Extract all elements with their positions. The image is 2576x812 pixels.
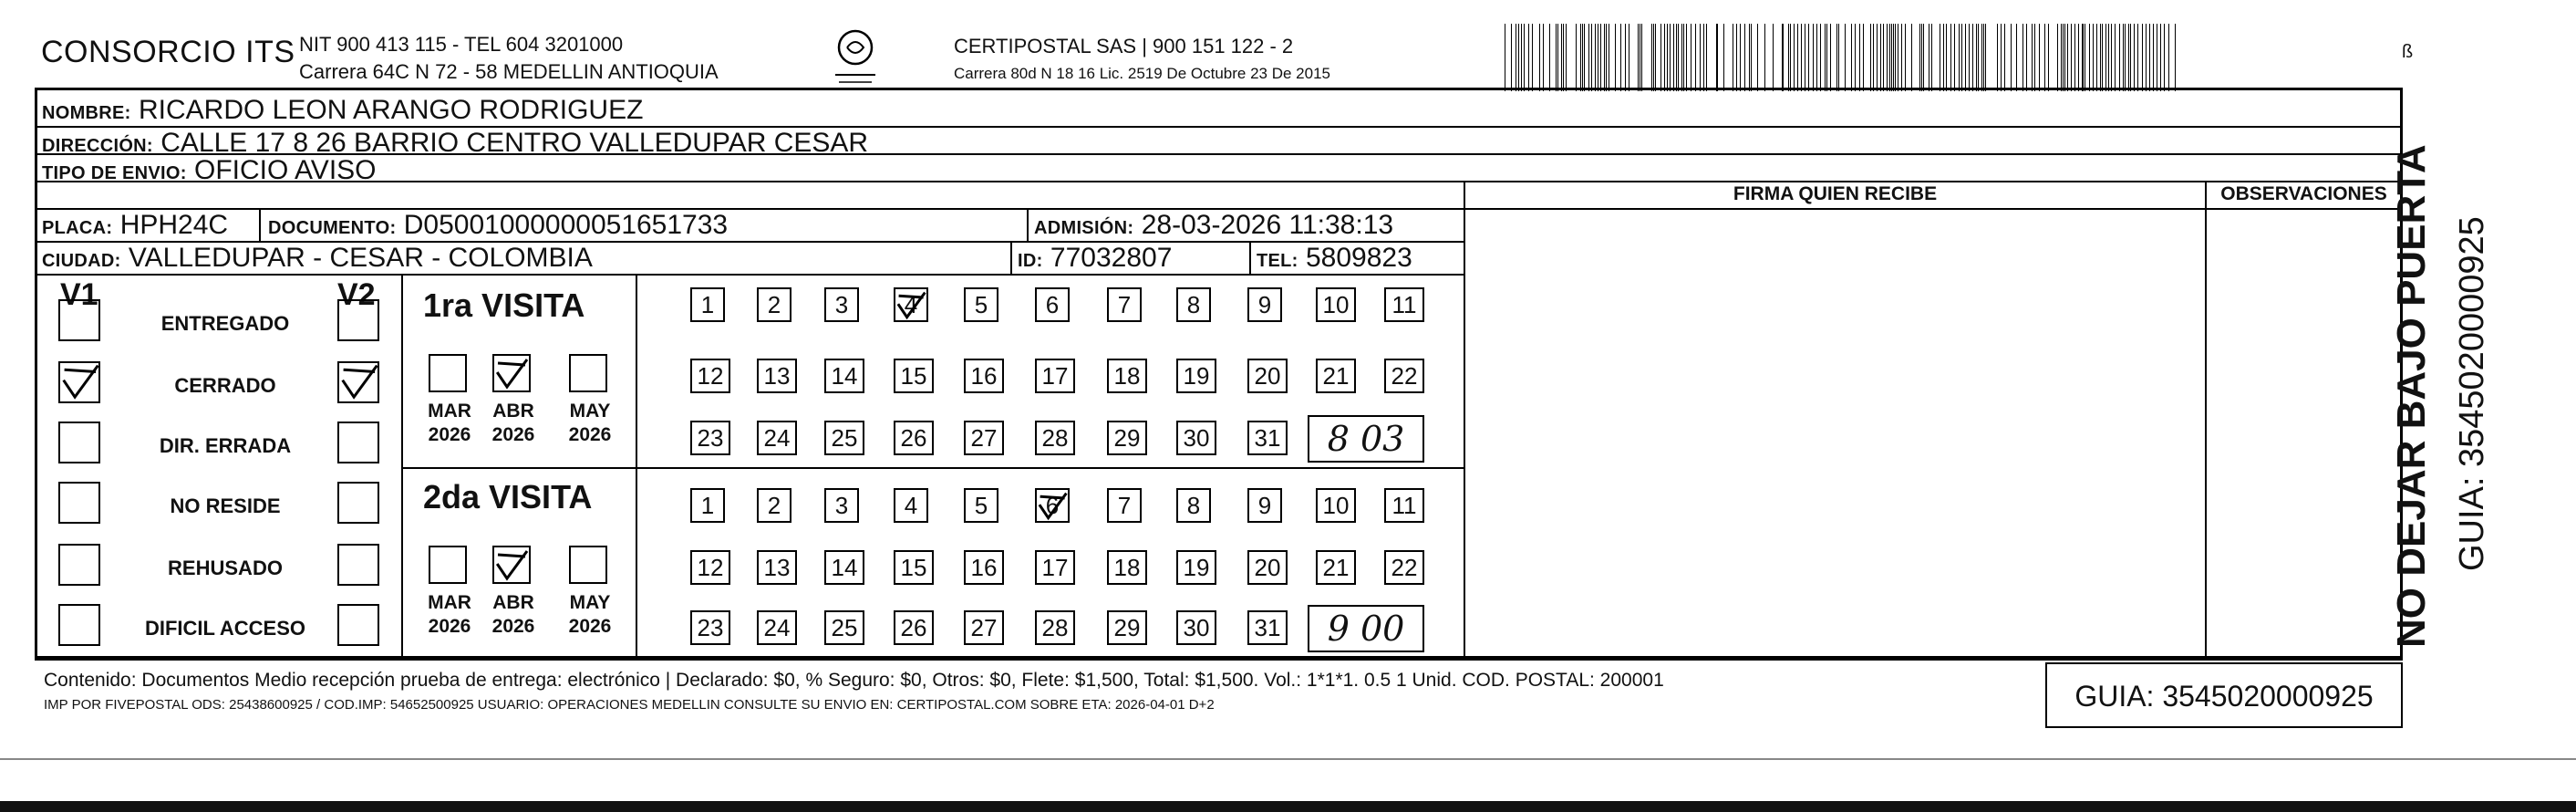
- footer-imp: IMP POR FIVEPOSTAL ODS: 25438600925 / COD.IMP: 54652500925 USUARIO: OPERACIONES MEDELLIN CONSULTE SU ENVIO EN: CERTIPOSTAL.COM SOBRE ETA: 2026-04-01 D+2: [44, 697, 1215, 713]
- visit2-day-box[interactable]: 26: [894, 610, 934, 645]
- status-label: DIFICIL ACCESO: [144, 617, 305, 640]
- documento-label: DOCUMENTO:: [268, 218, 397, 238]
- visit1-day-box[interactable]: 15: [894, 359, 934, 393]
- visit2-day-box[interactable]: 9: [1247, 488, 1282, 523]
- handwritten-check-icon: [60, 361, 102, 403]
- month-name: ABR: [492, 592, 534, 613]
- visit1-time-box[interactable]: 8 03: [1308, 415, 1424, 463]
- visit1-day-box[interactable]: 20: [1247, 359, 1288, 393]
- visit2-day-box[interactable]: 16: [964, 550, 1004, 585]
- month-name: MAY: [569, 401, 611, 422]
- tipo-row: [42, 157, 377, 184]
- visit2-day-box[interactable]: 18: [1107, 550, 1147, 585]
- v2-checkbox[interactable]: [337, 482, 379, 524]
- visit2-day-box[interactable]: 14: [824, 550, 864, 585]
- visit2-day-box[interactable]: 29: [1107, 610, 1147, 645]
- visit1-month-label: [564, 400, 616, 447]
- visit1-day-box[interactable]: 8: [1176, 287, 1211, 322]
- month-year: 2026: [491, 424, 535, 445]
- visit2-day-box[interactable]: 24: [757, 610, 797, 645]
- visit1-day-box[interactable]: 25: [824, 421, 864, 455]
- visit2-day-box[interactable]: 3: [824, 488, 859, 523]
- visit1-month-checkbox[interactable]: [429, 354, 467, 392]
- handwritten-check-icon: [494, 356, 531, 392]
- visit2-day-box[interactable]: 12: [690, 550, 730, 585]
- visit2-day-box[interactable]: 19: [1176, 550, 1216, 585]
- visit1-day-box[interactable]: 27: [964, 421, 1004, 455]
- visit2-day-box[interactable]: 20: [1247, 550, 1288, 585]
- visit2-day-box[interactable]: 22: [1384, 550, 1424, 585]
- visit1-day-box[interactable]: 17: [1035, 359, 1075, 393]
- month-year: 2026: [568, 424, 612, 445]
- footer-content: Contenido: Documentos Medio recepción prueba de entrega: electrónico | Declarado: $0, % Seguro: $0, Otros: $0, Flete: $1,500, Total: $1,500. Vol.: 1*1*1. 0.5 1 Unid. COD. POSTAL: 200001: [44, 670, 1664, 691]
- visit1-day-box[interactable]: 12: [690, 359, 730, 393]
- side-warning: NO DEJAR BAJO PUERTA: [2389, 144, 2434, 648]
- month-name: MAY: [569, 592, 611, 613]
- status-label: CERRADO: [174, 374, 276, 397]
- visit2-day-box[interactable]: 7: [1107, 488, 1142, 523]
- visit1-day-box[interactable]: 11: [1384, 287, 1424, 322]
- month-name: MAR: [428, 592, 471, 613]
- status-label: ENTREGADO: [160, 312, 290, 335]
- visit1-day-box[interactable]: 21: [1316, 359, 1356, 393]
- visit2-day-box[interactable]: 21: [1316, 550, 1356, 585]
- visit1-day-box[interactable]: 29: [1107, 421, 1147, 455]
- handwritten-check-icon: [895, 289, 928, 322]
- visit1-day-box[interactable]: 2: [757, 287, 791, 322]
- visit1-day-box[interactable]: 23: [690, 421, 730, 455]
- visit1-month-label: [423, 400, 476, 447]
- company-name: CONSORCIO ITS: [41, 35, 295, 69]
- visit2-day-box[interactable]: 5: [964, 488, 998, 523]
- documento-value: D05001000000051651733: [403, 210, 729, 240]
- visit2-month-checkbox[interactable]: [429, 546, 467, 584]
- firma-header: FIRMA QUIEN RECIBE: [1733, 183, 1938, 204]
- page-edge: [0, 801, 2576, 812]
- visit2-day-box[interactable]: 4: [894, 488, 928, 523]
- corner-mark: ß: [2402, 42, 2414, 62]
- visit1-day-box[interactable]: 24: [757, 421, 797, 455]
- visit2-day-box[interactable]: 27: [964, 610, 1004, 645]
- visit2-day-box[interactable]: 17: [1035, 550, 1075, 585]
- visit2-day-box[interactable]: 30: [1176, 610, 1216, 645]
- certipostal-line: CERTIPOSTAL SAS | 900 151 122 - 2: [954, 35, 1294, 57]
- visit2-day-box[interactable]: 2: [757, 488, 791, 523]
- visit2-day-box[interactable]: 8: [1176, 488, 1211, 523]
- tipo-value: OFICIO AVISO: [194, 155, 377, 185]
- id-label: ID:: [1018, 251, 1043, 271]
- handwritten-check-icon: [494, 547, 531, 584]
- certipostal-license: Carrera 80d N 18 16 Lic. 2519 De Octubre 23 De 2015: [954, 65, 1330, 82]
- observations-area[interactable]: [2207, 210, 2401, 657]
- visit2-day-box[interactable]: 25: [824, 610, 864, 645]
- month-name: MAR: [428, 401, 471, 422]
- id-value: 77032807: [1050, 243, 1173, 273]
- admision-cell: [1034, 212, 1393, 239]
- month-year: 2026: [491, 616, 535, 637]
- address-line: Carrera 64C N 72 - 58 MEDELLIN ANTIOQUIA: [299, 60, 719, 83]
- ciudad-cell: [42, 245, 593, 272]
- page-fold-line: [0, 758, 2576, 760]
- tel-label: TEL:: [1257, 251, 1298, 271]
- visit1-day-box[interactable]: 28: [1035, 421, 1075, 455]
- v2-checkbox[interactable]: [337, 299, 379, 341]
- month-year: 2026: [568, 616, 612, 637]
- direccion-value: CALLE 17 8 26 BARRIO CENTRO VALLEDUPAR CESAR: [160, 128, 869, 158]
- signature-area[interactable]: [1465, 210, 2205, 657]
- documento-cell: [268, 212, 728, 239]
- visit1-title: 1ra VISITA: [423, 286, 585, 324]
- visit2-title: 2da VISITA: [423, 478, 593, 515]
- barcode: [1503, 24, 2179, 91]
- placa-label: PLACA:: [42, 218, 113, 238]
- tel-value: 5809823: [1305, 243, 1412, 273]
- visit2-day-box[interactable]: 11: [1384, 488, 1424, 523]
- visit1-day-box[interactable]: 5: [964, 287, 998, 322]
- placa-cell: [42, 212, 228, 239]
- visit1-day-box[interactable]: 3: [824, 287, 859, 322]
- v1-checkbox[interactable]: [58, 482, 100, 524]
- placa-value: HPH24C: [119, 210, 229, 240]
- tel-cell: [1257, 245, 1412, 272]
- status-label: NO RESIDE: [170, 494, 281, 517]
- handwritten-check-icon: [1037, 490, 1070, 523]
- company-info: [299, 31, 719, 86]
- month-year: 2026: [428, 616, 471, 637]
- ciudad-label: CIUDAD:: [42, 251, 121, 271]
- admision-value: 28-03-2026 11:38:13: [1141, 210, 1394, 240]
- month-name: ABR: [492, 401, 534, 422]
- nombre-label: NOMBRE:: [42, 103, 131, 123]
- visit1-month-checkbox[interactable]: [569, 354, 607, 392]
- visit1-day-box[interactable]: 30: [1176, 421, 1216, 455]
- visit1-month-label: [487, 400, 540, 447]
- visit2-time-box[interactable]: 9 00: [1308, 605, 1424, 652]
- v2-checkbox[interactable]: [337, 422, 379, 463]
- admision-label: ADMISIÓN:: [1034, 218, 1134, 238]
- visit2-month-label: [487, 591, 540, 639]
- visit1-day-box[interactable]: 22: [1384, 359, 1424, 393]
- nombre-value: RICARDO LEON ARANGO RODRIGUEZ: [139, 95, 644, 125]
- visit1-day-box[interactable]: 7: [1107, 287, 1142, 322]
- visit1-day-box[interactable]: 1: [690, 287, 725, 322]
- direccion-row: [42, 130, 868, 157]
- visit1-day-box[interactable]: 16: [964, 359, 1004, 393]
- guia-box: GUIA: 3545020000925: [2045, 662, 2403, 728]
- status-label: DIR. ERRADA: [159, 434, 292, 457]
- status-label: REHUSADO: [168, 557, 283, 579]
- visit1-day-box[interactable]: 26: [894, 421, 934, 455]
- v1-label: V1: [60, 277, 98, 312]
- certipostal-info: [954, 33, 1330, 88]
- observaciones-header: OBSERVACIONES: [2220, 183, 2387, 204]
- v2-checkbox[interactable]: [337, 544, 379, 586]
- ciudad-value: VALLEDUPAR - CESAR - COLOMBIA: [128, 243, 593, 273]
- visit1-day-box[interactable]: 31: [1247, 421, 1288, 455]
- visit1-day-box[interactable]: 13: [757, 359, 797, 393]
- nit-line: NIT 900 413 115 - TEL 604 3201000: [299, 33, 624, 56]
- v2-checkbox[interactable]: [337, 604, 379, 646]
- visit2-month-label: [423, 591, 476, 639]
- visit1-day-box[interactable]: 9: [1247, 287, 1282, 322]
- nombre-row: [42, 97, 643, 124]
- visit2-day-box[interactable]: 13: [757, 550, 797, 585]
- visit1-day-box[interactable]: 10: [1316, 287, 1356, 322]
- id-cell: [1018, 245, 1172, 272]
- visit2-day-box[interactable]: 28: [1035, 610, 1075, 645]
- tipo-label: TIPO DE ENVIO:: [42, 163, 187, 183]
- visit2-month-checkbox[interactable]: [569, 546, 607, 584]
- visit2-day-box[interactable]: 31: [1247, 610, 1288, 645]
- certipostal-logo: [832, 27, 879, 91]
- v1-checkbox[interactable]: [58, 422, 100, 463]
- visit1-day-box[interactable]: 18: [1107, 359, 1147, 393]
- visit2-day-box[interactable]: 1: [690, 488, 725, 523]
- visit2-day-box[interactable]: 6: [1035, 488, 1070, 523]
- month-year: 2026: [428, 424, 471, 445]
- visit2-day-box[interactable]: 10: [1316, 488, 1356, 523]
- visit2-day-box[interactable]: 23: [690, 610, 730, 645]
- direccion-label: DIRECCIÓN:: [42, 136, 153, 156]
- v1-checkbox[interactable]: [58, 604, 100, 646]
- v2-label: V2: [337, 277, 376, 312]
- side-guia: GUIA: 3545020000925: [2453, 216, 2491, 571]
- visit1-day-box[interactable]: 6: [1035, 287, 1070, 322]
- v1-checkbox[interactable]: [58, 544, 100, 586]
- visit1-day-box[interactable]: 19: [1176, 359, 1216, 393]
- visit1-day-box[interactable]: 4: [894, 287, 928, 322]
- visit2-month-label: [564, 591, 616, 639]
- visit1-day-box[interactable]: 14: [824, 359, 864, 393]
- v1-checkbox[interactable]: [58, 299, 100, 341]
- visit2-day-box[interactable]: 15: [894, 550, 934, 585]
- handwritten-check-icon: [339, 361, 381, 403]
